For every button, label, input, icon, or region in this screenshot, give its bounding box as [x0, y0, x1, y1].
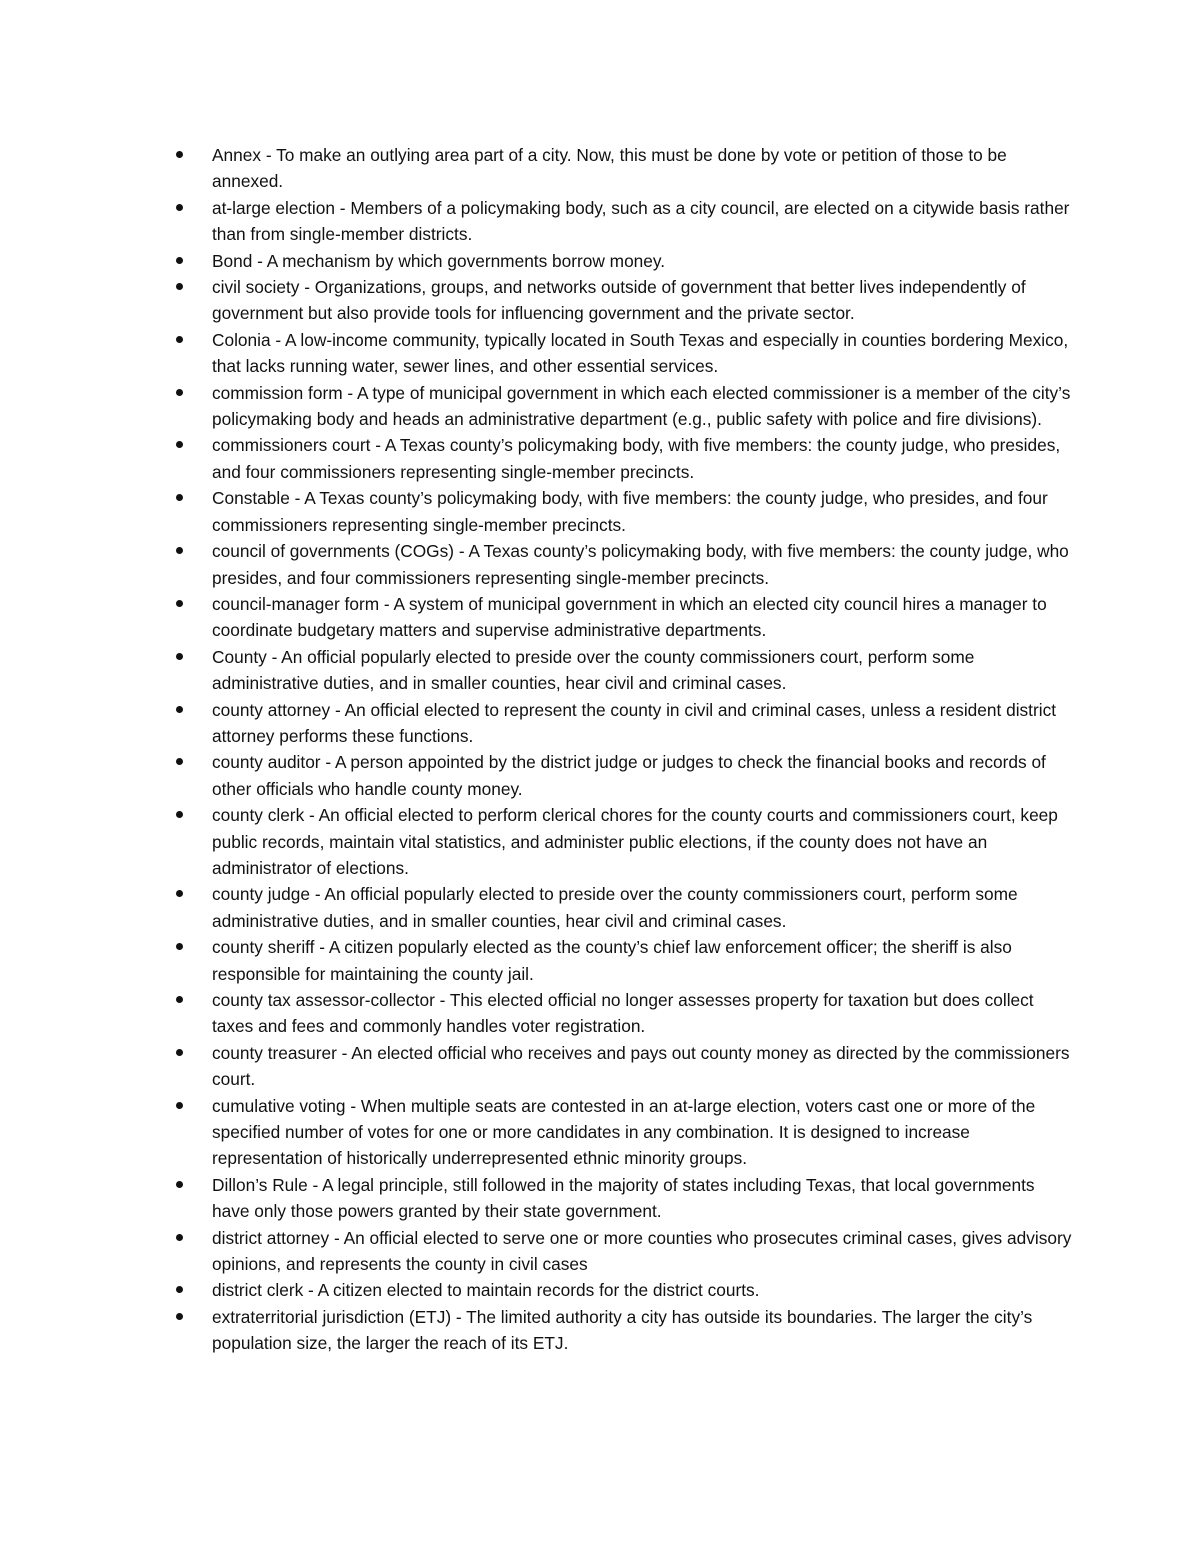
term-separator: - [303, 1280, 318, 1301]
bullet-icon [176, 494, 183, 501]
glossary-item [165, 327, 1075, 380]
glossary-term: civil society [212, 277, 300, 298]
glossary-term: county sheriff [212, 937, 315, 958]
bullet-icon [176, 1234, 183, 1241]
glossary-entry [212, 1304, 1075, 1357]
bullet-icon [176, 653, 183, 660]
term-separator: - [379, 593, 394, 614]
term-separator: - [370, 435, 385, 456]
bullet-icon [176, 1181, 183, 1188]
glossary-term: council-manager form [212, 593, 380, 614]
glossary-item [165, 591, 1075, 644]
term-separator: - [434, 990, 450, 1010]
bullet-icon [176, 1286, 183, 1293]
term-separator: - [266, 646, 282, 667]
glossary-item [165, 881, 1075, 934]
glossary-list [165, 142, 1075, 1357]
glossary-definition: A type of municipal government in which each elected commissioner is a member of the city’s policymaking body and heads an administrative department (e.g., public safety with police and fire divisions). [212, 382, 1071, 430]
bullet-icon [176, 600, 183, 607]
glossary-definition: The limited authority a city has outside its boundaries. The larger the city’s population size, the larger the reach of its ETJ. [212, 1306, 1033, 1354]
bullet-icon [176, 204, 183, 211]
bullet-icon [176, 151, 183, 158]
glossary-entry [212, 697, 1075, 750]
bullet-icon [176, 336, 183, 343]
glossary-entry [212, 195, 1075, 248]
bullet-icon [176, 547, 183, 554]
bullet-icon [176, 257, 183, 264]
glossary-item [165, 697, 1075, 750]
bullet-icon [176, 996, 183, 1003]
term-separator: - [342, 382, 357, 403]
glossary-entry [212, 1225, 1075, 1278]
glossary-item [165, 1040, 1075, 1093]
glossary-item [165, 1304, 1075, 1357]
glossary-term: county treasurer [212, 1042, 337, 1063]
glossary-entry [212, 644, 1075, 697]
glossary-entry [212, 432, 1075, 485]
glossary-term: County [212, 646, 267, 667]
bullet-icon [176, 758, 183, 765]
term-separator: - [320, 752, 335, 773]
glossary-definition: An official elected to perform clerical chores for the county courts and commissioners court, keep public records, maintain vital statistics, and administer public elections, if the county does not have an administrator of elections. [212, 805, 1058, 878]
glossary-definition: When multiple seats are contested in an at-large election, voters cast one or more of the specified number of votes for one or more candidates in any combination. It is designed to increase representation of historically underrepresented ethnic minority groups. [212, 1095, 1036, 1169]
glossary-entry [212, 485, 1075, 538]
glossary-term: council of governments (COGs) [212, 541, 455, 562]
glossary-entry [212, 802, 1075, 881]
glossary-item [165, 1093, 1075, 1172]
glossary-item [165, 432, 1075, 485]
glossary-term: at-large election [212, 197, 335, 218]
term-separator: - [451, 1306, 467, 1327]
bullet-icon [176, 389, 183, 396]
glossary-definition: A Texas county’s policymaking body, with five members: the county judge, who presides, and four commissioners representing single-member precincts. [212, 488, 1048, 535]
glossary-term: county judge [212, 884, 311, 905]
glossary-term: Annex [212, 145, 262, 165]
glossary-term: county clerk [212, 805, 305, 826]
term-separator: - [289, 488, 305, 509]
glossary-item [165, 485, 1075, 538]
glossary-item [165, 644, 1075, 697]
term-separator: - [310, 884, 325, 905]
glossary-entry [212, 274, 1075, 327]
glossary-term: district clerk [212, 1280, 304, 1301]
glossary-item [165, 802, 1075, 881]
glossary-definition: An official elected to represent the county in civil and criminal cases, unless a resident district attorney performs these functions. [212, 699, 1057, 746]
bullet-icon [176, 1313, 183, 1320]
glossary-item [165, 380, 1075, 433]
glossary-entry [212, 1040, 1075, 1093]
glossary-term: cumulative voting [212, 1095, 346, 1116]
glossary-definition: A citizen popularly elected as the county’s chief law enforcement officer; the sheriff is also responsible for maintaining the county jail. [212, 937, 1012, 984]
glossary-entry [212, 987, 1075, 1040]
glossary-definition: Members of a policymaking body, such as a city council, are elected on a citywide basis rather than from single-member districts. [212, 197, 1070, 245]
glossary-definition: A system of municipal government in which an elected city council hires a manager to coordinate budgetary matters and supervise administrative departments. [212, 593, 1047, 641]
glossary-definition: An official elected to serve one or more counties who prosecutes criminal cases, gives advisory opinions, and represents the county in civil cases [212, 1227, 1072, 1275]
glossary-term: Colonia [212, 329, 271, 350]
glossary-definition: A low-income community, typically located in South Texas and especially in counties bordering Mexico, that lacks running water, sewer lines, and other essential services. [212, 329, 1069, 377]
term-separator: - [252, 250, 267, 271]
term-separator: - [304, 805, 319, 826]
term-separator: - [314, 937, 329, 958]
bullet-icon [176, 283, 183, 290]
term-separator: - [307, 1174, 323, 1195]
glossary-entry [212, 538, 1075, 591]
term-separator: - [299, 277, 315, 298]
glossary-term: county attorney [212, 699, 331, 720]
glossary-term: district attorney [212, 1227, 330, 1248]
term-separator: - [329, 1227, 344, 1248]
glossary-entry [212, 380, 1075, 433]
term-separator: - [330, 699, 345, 720]
glossary-term: Bond [212, 250, 253, 271]
bullet-icon [176, 706, 183, 713]
glossary-item [165, 749, 1075, 802]
glossary-item [165, 1225, 1075, 1278]
glossary-item [165, 934, 1075, 987]
bullet-icon [176, 811, 183, 818]
glossary-definition: To make an outlying area part of a city. Now, this must be done by vote or petition of those to be annexed. [212, 145, 1007, 192]
glossary-term: commission form [212, 382, 343, 403]
bullet-icon [176, 1049, 183, 1056]
bullet-icon [176, 1102, 183, 1109]
glossary-item [165, 274, 1075, 327]
glossary-definition: A mechanism by which governments borrow money. [266, 250, 666, 271]
glossary-item [165, 538, 1075, 591]
glossary-definition: An official popularly elected to preside over the county commissioners court, perform some administrative duties, and in smaller counties, hear civil and criminal cases. [212, 884, 1018, 931]
bullet-icon [176, 441, 183, 448]
glossary-item [165, 248, 1075, 274]
glossary-term: county auditor [212, 752, 321, 773]
glossary-entry [212, 142, 1075, 195]
glossary-definition: A citizen elected to maintain records for the district courts. [317, 1280, 760, 1301]
glossary-item [165, 1172, 1075, 1225]
glossary-definition: A legal principle, still followed in the majority of states including Texas, that local governments have only those powers granted by their state government. [212, 1174, 1035, 1222]
glossary-entry [212, 881, 1075, 934]
glossary-term: Constable [212, 488, 290, 509]
glossary-definition: An official popularly elected to preside over the county commissioners court, perform some administrative duties, and in smaller counties, hear civil and criminal cases. [212, 646, 975, 694]
glossary-entry [212, 934, 1075, 987]
bullet-icon [176, 890, 183, 897]
glossary-entry [212, 248, 1075, 274]
term-separator: - [345, 1095, 361, 1116]
glossary-entry [212, 1277, 1075, 1303]
glossary-definition: A Texas county’s policymaking body, with five members: the county judge, who presides, and four commissioners representing single-member precincts. [212, 541, 1069, 588]
term-separator: - [261, 145, 277, 165]
term-separator: - [336, 1042, 352, 1063]
glossary-definition: This elected official no longer assesses property for taxation but does collect taxes and fees and commonly handles voter registration. [212, 990, 1034, 1037]
glossary-item [165, 987, 1075, 1040]
term-separator: - [454, 541, 469, 562]
glossary-item [165, 195, 1075, 248]
glossary-entry [212, 591, 1075, 644]
glossary-entry [212, 1172, 1075, 1225]
glossary-item [165, 142, 1075, 195]
term-separator: - [334, 197, 351, 218]
bullet-icon [176, 943, 183, 950]
glossary-term: county tax assessor-collector [212, 990, 435, 1010]
glossary-entry [212, 1093, 1075, 1172]
glossary-entry [212, 749, 1075, 802]
glossary-term: Dillon’s Rule [212, 1174, 308, 1195]
glossary-term: commissioners court [212, 435, 371, 456]
glossary-entry [212, 327, 1075, 380]
glossary-definition: A Texas county’s policymaking body, with five members: the county judge, who presides, and four commissioners representing single-member precincts. [212, 435, 1061, 482]
glossary-term: extraterritorial jurisdiction (ETJ) [212, 1306, 452, 1327]
glossary-definition: A person appointed by the district judge or judges to check the financial books and records of other officials who handle county money. [212, 752, 1046, 799]
glossary-definition: An elected official who receives and pays out county money as directed by the commissioners court. [212, 1042, 1070, 1090]
glossary-definition: Organizations, groups, and networks outside of government that better lives independently of government but also provide tools for influencing government and the private sector. [212, 277, 1026, 324]
glossary-item [165, 1277, 1075, 1303]
term-separator: - [270, 329, 286, 350]
